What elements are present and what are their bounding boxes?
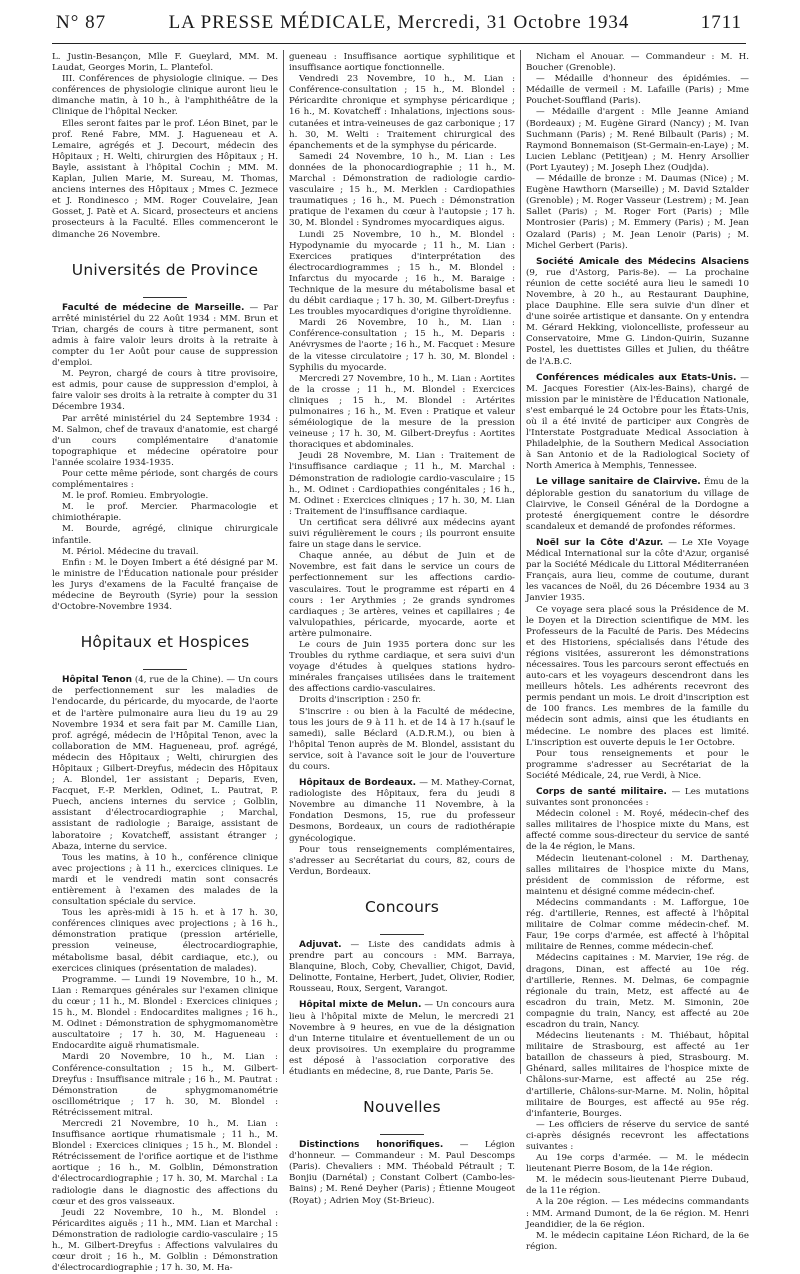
paragraph: Ce voyage sera placé sous la Présidence de M. le Doyen et la Direction scientifique de MM. les Professeurs de la Faculté de Paris. Des Médecins et des Historiens, spécialisés dans l'étude des régions visitées, assureront les démonstrations nécessaires. Tous les parcours seront effectués en auto-cars et les voyageurs descendront dans les meilleurs hôtels. Les adhérents recevront des permis pendant un mois. Le droit d'inscription est de 100 francs. Les membres de la famille du médecin sont admis, ainsi que les étudiants en médecine. Le nombre des places est limité. L'inscription est ouverte depuis le 1er Octobre. <box>526 604 749 748</box>
paragraph: Le village sanitaire de Clairvive. Ému de la déplorable gestion du sanatorium du village de Clairvive, le Conseil Général de la Dordogne a protesté énergiquement contre le désordre scandaleux et demandé de profondes réformes. <box>526 477 749 532</box>
paragraph: Programme. — Lundi 19 Novembre, 10 h., M. Lian : Remarques générales sur l'examen clinique du cœur ; 11 h., M. Blondel : Exercices cliniques ; 15 h., M. Blondel : Endocardites malignes ; 16 h., M. Odinet : Démonstration de sphygmomanomètre auscultatoire ; 17 h. 30, M. Hagueneau : Endocardite aiguë rhumatismale. <box>52 974 278 1052</box>
paragraph: Adjuvat. — Liste des candidats admis à prendre part au concours : MM. Barraya, Blanquine, Bloch, Coby, Chevallier, Chigot, David, Delinotte, Fontaine, Herbert, Judet, Olivier, Rodier, Rousseau, Roux, Sergent, Varangot. <box>289 939 515 995</box>
subhead: Hôpital mixte de Melun. <box>299 1000 422 1011</box>
paragraph: Noël sur la Côte d'Azur. — Le XIe Voyage Médical International sur la côte d'Azur, organisé par la Société Médicale du Littoral Méditerranéen Français, aura lieu, comme de coutume, durant les vacances de Noël, du 26 Décembre 1934 au 3 Janvier 1935. <box>526 537 749 604</box>
paragraph: M. Peyron, chargé de cours à titre provisoire, est admis, pour cause de suppression d'emploi, à faire valoir ses droits à la retraite à compter du 31 Décembre 1934. <box>52 369 278 413</box>
paragraph: gueneau : Insuffisance aortique syphilitique et insuffisance aortique fonctionnelle. <box>289 52 515 74</box>
paragraph: M. le médecin sous-lieutenant Pierre Dubaud, de la 11e région. <box>526 1175 749 1197</box>
issue-number: N° 87 <box>56 12 107 33</box>
paragraph: M. Périol. Médecine du travail. <box>62 546 199 557</box>
paragraph: Corps de santé militaire. — Les mutations suivantes sont prononcées : <box>526 787 749 809</box>
subhead: Adjuvat. <box>299 939 342 950</box>
paragraph: Chaque année, au début de Juin et de Novembre, est fait dans le service un cours de perfectionnement sur les affections cardio-vasculaires. Tout le programme est réparti en 4 cours : 1er Arythmies ; 2e grands syndromes cardiaques ; 3e artères, veines et capillaires ; 4e valvulopathies, péricarde, myocarde, aorte et artère pulmonaire. <box>289 551 515 639</box>
paragraph: — Médaille de bronze : M. Daumas (Nice) ; M. Eugène Hawthorn (Marseille) ; M. David Sztalder (Grenoble) ; M. Roger Vasseur (Lestrem) ; M. Jean Sallet (Paris) ; M. Roger Fort (Paris) ; Mlle Montrosier (Paris) ; M. Emmery (Paris) ; M. Jean Ozalard (Paris) ; M. Jean Lenoir (Paris) ; M. Michel Gerbert (Paris). <box>526 174 749 251</box>
paragraph: Le cours de Juin 1935 portera donc sur les Troubles du rythme cardiaque, et sera suivi d'un voyage d'études à quelques stations hydro-minérales françaises utilisées dans le traitement des affections cardio-vasculaires. <box>289 639 515 695</box>
section-title-concours: Concours <box>364 897 439 916</box>
paragraph: L. Justin-Besançon, Mlle F. Gueylard, MM. M. Laudat, Georges Morin, L. Plantefol. <box>52 52 278 74</box>
paragraph: Médecin lieutenant-colonel : M. Darthenay, salles militaires de l'hospice mixte du Mans, président de commission de réforme, est maintenu et désigné comme médecin-chef. <box>526 853 749 897</box>
paragraph: Jeudi 28 Novembre, M. Lian : Traitement de l'insuffisance cardiaque ; 11 h., M. Marchal : Démonstration de radiologie cardio-vasculaire ; 15 h., M. Odinet : Cardiopathies congénitales ; 16 h., M. Odinet : Exercices cliniques ; 17 h. 30, M. Lian : Traitement de l'insuffisance cardiaque. <box>289 451 515 517</box>
paragraph: Enfin : M. le Doyen Imbert a été désigné par M. le ministre de l'Éducation nationale pour présider les Jurys d'examens de la Faculté française de médecine de Beyrouth (Syrie) pour la session d'Octobre-Novembre 1934. <box>52 557 278 613</box>
paragraph: Droits d'inscription : 250 fr. <box>299 695 422 706</box>
paragraph: Mardi 26 Novembre, 10 h., M. Lian : Conférence-consultation ; 15 h., M. Deparis : Anévrysmes de l'aorte ; 16 h., M. Facquet : Mesure de la vitesse circulatoire ; 17 h. 30, M. Blondel : Syphilis du myocarde. <box>289 318 515 373</box>
page-folio: 1711 <box>700 12 742 33</box>
paragraph: Nicham el Anouar. — Commandeur : M. H. Boucher (Grenoble). <box>526 52 749 74</box>
paragraph: Hôpitaux de Bordeaux. — M. Mathey-Cornat, radiologiste des Hôpitaux, fera du jeudi 8 Novembre au dimanche 11 Novembre, à la Fondation Desmons, 15, rue du professeur Desmons, Bordeaux, un cours de radiothérapie gynécologique. <box>289 778 515 844</box>
paragraph: Mercredi 27 Novembre, 10 h., M. Lian : Aortites de la crosse ; 11 h., M. Blondel : Exercices cliniques ; 15 h., M. Blondel : Artérites pulmonaires ; 16 h., M. Even : Pratique et valeur séméiologique de la mesure de la pression veineuse ; 17 h. 30, M. Gilbert-Dreyfus : Aortites thoraciques et abdominales. <box>289 373 515 451</box>
paragraph: Pour tous renseignements complémentaires, s'adresser au Secrétariat du cours, 82, cours de Verdun, Bordeaux. <box>289 844 515 877</box>
paragraph: — Les officiers de réserve du service de santé ci-après désignés recevront les affectations suivantes : <box>526 1119 749 1152</box>
paragraph: Vendredi 23 Novembre, 10 h., M. Lian : Conférence-consultation ; 15 h., M. Blondel : Péricardite chronique et symphyse péricardique ; 16 h., M. Kovatcheff : Inhalations, injections sous-cutanées et intra-veineuses de gaz carbonique ; 17 h. 30, M. Welti : Traitement chirurgical des épanchements et de la symphyse du péricarde. <box>289 74 515 151</box>
paragraph: S'inscrire : ou bien à la Faculté de médecine, tous les jours de 9 à 11 h. et de 14 à 17 h.(sauf le samedi), salle Béclard (A.D.R.M.), ou bien à l'hôpital Tenon auprès de M. Blondel, assistant du service, soit à l'avance soit le jour de l'ouverture du cours. <box>289 706 515 772</box>
paragraph: Par arrêté ministériel du 24 Septembre 1934 : M. Salmon, chef de travaux d'anatomie, est chargé d'un cours complémentaire d'anatomie topographique et médecine opératoire pour l'année scolaire 1934-1935. <box>52 413 278 468</box>
paragraph: Hôpital Tenon (4, rue de la Chine). — Un cours de perfectionnement sur les maladies de l'endocarde, du péricarde, du myocarde, de l'aorte et de l'artère pulmonaire aura lieu du 19 au 29 Novembre 1934 et sera fait par M. Camille Lian, prof. agrégé, médecin de l'Hôpital Tenon, avec la collaboration de MM. Hagueneau, prof. agrégé, médecin des Hôpitaux ; Welti, chirurgien des Hôpitaux ; Gilbert-Dreyfus, médecin des Hôpitaux ; A. Blondel, 1er assistant ; Deparis, Even, Facquet, F.-P. Merklen, Odinet, L. Pautrat, P. Puech, anciens internes du service ; Golblin, assistant d'électrocardiographie ; Marchal, assistant de radiologie ; Baraige, assistant de laboratoire ; Kovatcheff, assistant étranger ; Abaza, interne du service. <box>52 675 278 852</box>
page-header <box>56 8 742 42</box>
paragraph: M. le prof. Mercier. Pharmacologie et chimiothérapie. <box>52 502 278 524</box>
paragraph: M. le médecin capitaine Léon Richard, de la 6e région. <box>526 1230 749 1252</box>
column-3 <box>526 52 749 1252</box>
paragraph: Conférences médicales aux Etats-Unis. — M. Jacques Forestier (Aix-les-Bains), chargé de mission par le ministère de l'Éducation Nationale, s'est embarqué le 24 Octobre pour les États-Unis, où il a été invité de participer aux Congrès de l'Interstate Postgraduate Medical Association à Philadelphie, de la Southern Medical Association à San Antonio et de la Radiological Society of North America à Memphis, Tennessee. <box>526 372 749 472</box>
section-title-nouvelles: Nouvelles <box>363 1098 441 1117</box>
subhead: Conférences médicales aux Etats-Unis. <box>536 372 737 383</box>
header-rule <box>52 43 746 44</box>
paragraph: — Médaille d'honneur des épidémies. — Médaille de vermeil : M. Lafaille (Paris) ; Mme Pouchet-Souffland (Paris). <box>526 74 749 107</box>
paragraph: Jeudi 22 Novembre, 10 h., M. Blondel : Péricardites aiguës ; 11 h., MM. Lian et Marchal : Démonstration de radiologie cardio-vasculaire ; 15 h., M. Gilbert-Dreyfus : Affections valvulaires du cœur droit ; 16 h., M. Golblin : Démonstration d'électrocardiographie ; 17 h. 30, M. Ha- <box>52 1207 278 1274</box>
paragraph: Pour tous renseignements et pour le programme s'adresser au Secrétariat de la Société Médicale, 24, rue Verdi, à Nice. <box>526 748 749 781</box>
paragraph: Un certificat sera délivré aux médecins ayant suivi régulièrement le cours ; ils pourront ensuite faire un stage dans le service. <box>289 517 515 551</box>
paragraph: Lundi 25 Novembre, 10 h., M. Blondel : Hypodynamie du myocarde ; 11 h., M. Lian : Exercices pratiques d'interprétation des électrocardiogrammes ; 15 h., M. Blondel : Infarctus du myocarde ; 16 h., M. Baraige : Technique de la mesure du métabolisme basal et du débit cardiaque ; 17 h. 30, M. Gilbert-Dreyfus : Les troubles myocardiques d'origine thyroïdienne. <box>289 229 515 318</box>
journal-title: LA PRESSE MÉDICALE, Mercredi, 31 Octobre 1934 <box>168 12 630 33</box>
paragraph: A la 20e région. — Les médecins commandants : MM. Armand Dumont, de la 6e région. M. Henri Jeandidier, de la 6e région. <box>526 1197 749 1230</box>
section-title-universites: Universités de Province <box>71 260 259 279</box>
paragraph: Au 19e corps d'armée. — M. le médecin lieutenant Pierre Bosom, de la 14e région. <box>526 1153 749 1175</box>
paragraph: Samedi 24 Novembre, 10 h., M. Lian : Les données de la phonocardiographie ; 11 h., M. Marchal : Démonstration de radiologie cardio-vasculaire ; 15 h., M. Merklen : Cardiopathies traumatiques ; 16 h., M. Puech : Démonstration pratique de l'examen du cœur à l'autopsie ; 17 h. 30, M. Blondel : Syndromes myocardiques aigus. <box>289 151 515 229</box>
paragraph: Médecin colonel : M. Royé, médecin-chef des salles militaires de l'hospice mixte du Mans, est affecté comme sous-directeur du service de santé de la 4e région, le Mans. <box>526 809 749 853</box>
paragraph: Société Amicale des Médecins Alsaciens (9, rue d'Astorg, Paris-8e). — La prochaine réunion de cette société aura lieu le samedi 10 Novembre, à 20 h., au Restaurant Dauphine, place Dauphine. Elle sera suivie d'un dîner et d'une soirée artistique et dansante. On y entendra M. Gérard Hekking, violoncelliste, professeur au Conservatoire, Mme G. Lindon-Quirin, Suzanne Postel, les duettistes Gilles et Julien, du théâtre de l'A.B.C. <box>526 256 749 367</box>
paragraph: Pour cette même période, sont chargés de cours complémentaires : <box>52 469 278 491</box>
column-divider-2 <box>520 50 521 1074</box>
paragraph: Faculté de médecine de Marseille. — Par arrêté ministériel du 22 Août 1934 : MM. Brun et Trian, chargés de cours à titre permanent, sont admis à faire valoir leurs droits à la retraite à compter du 1er Août pour cause de suppression d'emploi. <box>52 302 278 369</box>
column-divider-1 <box>283 50 284 1074</box>
column-1 <box>52 52 278 1274</box>
column-2 <box>289 52 515 1206</box>
paragraph: Mercredi 21 Novembre, 10 h., M. Lian : Insuffisance aortique rhumatismale ; 11 h., M. Blondel : Exercices cliniques ; 15 h., M. Blondel : Rétrécissement de l'orifice aortique et de l'isthme aortique ; 16 h., M. Golblin, Démonstration d'électrocardiographie ; 17 h. 30, M. Marchal : La radiologie dans le diagnostic des affections du cœur et des gros vaisseaux. <box>52 1118 278 1207</box>
subhead: Noël sur la Côte d'Azur. <box>536 537 664 548</box>
subhead: Corps de santé militaire. <box>536 787 667 797</box>
subhead: Le village sanitaire de Clairvive. <box>536 477 701 488</box>
subhead: Faculté de médecine de Marseille. <box>62 302 245 313</box>
paragraph: Médecins lieutenants : M. Thiébaut, hôpital militaire de Strasbourg, est affecté au 1er bataillon de chasseurs à pied, Strasbourg. M. Ghénard, salles militaires de l'hospice mixte de Châlons-sur-Marne, est affecté au 25e rég. d'artillerie, Châlons-sur-Marne. M. Nolin, hôpital militaire de Bourges, est affecté au 95e rég. d'infanterie, Bourges. <box>526 1031 749 1119</box>
paragraph: Hôpital mixte de Melun. — Un concours aura lieu à l'hôpital mixte de Melun, le mercredi 21 Novembre à 9 heures, en vue de la désignation d'un Interne titulaire et éventuellement de un ou deux provisoires. Un exemplaire du programme est déposé à l'association corporative des étudiants en médecine, 8, rue Dante, Paris 5e. <box>289 1000 515 1077</box>
paragraph: Tous les matins, à 10 h., conférence clinique avec projections ; à 11 h., exercices cliniques. Le mardi et le vendredi matin sont consacrés entièrement à l'examen des malades de la consultation spéciale du service. <box>52 852 278 908</box>
subhead: Distinctions honorifiques. <box>299 1140 444 1151</box>
paragraph: — Médaille d'argent : Mlle Jeanne Amiand (Bordeaux) ; M. Eugène Girard (Nancy) ; M. Ivan Suchmann (Paris) ; M. René Bilbault (Paris) ; M. Raymond Bonnemaison (St-Germain-en-Laye) ; M. Lucien Leblanc (Petitjean) ; M. Henry Arsollier (Port Lyautey) ; M. Joseph Lhez (Oudjda). <box>526 107 749 173</box>
subhead: Hôpitaux de Bordeaux. <box>299 778 417 789</box>
section-title-hopitaux: Hôpitaux et Hospices <box>80 633 250 652</box>
paragraph: Tous les après-midi à 15 h. et à 17 h. 30, conférences cliniques avec projections ; à 16 h., démonstration pratique (pression artérielle, pression veineuse, électrocardiographie, métabolisme basal, débit cardiaque, etc.), ou exercices cliniques (présentation de malades). <box>52 908 278 974</box>
paragraph: Distinctions honorifiques. — Légion d'honneur. — Commandeur : M. Paul Descomps (Paris). Chevaliers : MM. Théobald Pétrault ; T. Bonjiu (Darnétal) ; Constant Colbert (Cambo-les-Bains) ; M. René Deyher (Paris) ; Étienne Mougeot (Royat) ; Adrien Moy (St-Brieuc). <box>289 1140 515 1206</box>
paragraph: Elles seront faites par le prof. Léon Binet, par le prof. René Fabre, MM. J. Hagueneau et A. Lemaire, agrégés et J. Decourt, médecin des Hôpitaux ; H. Welti, chirurgien des Hôpitaux ; H. Bayle, assistant à l'hôpital Cochin ; MM. M. Kaplan, Julien Marie, M. Sureau, M. Thomas, anciens internes des Hôpitaux ; Mmes C. Jezmece et J. Rondinesco ; MM. Roger Couvelaire, Jean Gosset, J. Patè et A. Sicard, prosecteurs et anciens prosecteurs à la Faculté. Elles commenceront le dimanche 26 Novembre. <box>52 118 278 240</box>
paragraph: M. le prof. Romieu. Embryologie. <box>62 491 209 502</box>
subhead: Société Amicale des Médecins Alsaciens <box>536 256 749 267</box>
paragraph: M. Bourde, agrégé, clinique chirurgicale infantile. <box>52 524 278 546</box>
subhead: Hôpital Tenon <box>62 675 132 686</box>
paragraph: Médecins capitaines : M. Marvier, 19e rég. de dragons, Dinan, est affecté au 10e rég. d'artillerie, Rennes. M. Delmas, 6e compagnie régionale du train, Metz, est affecté au 4e escadron du train, Metz. M. Simonin, 20e compagnie du train, Nancy, est affecté au 20e escadron du train, Nancy. <box>526 953 749 1030</box>
paragraph: III. Conférences de physiologie clinique. — Des conférences de physiologie clinique auront lieu le dimanche matin, à 10 h., à l'amphithéâtre de la Clinique de l'hôpital Necker. <box>52 74 278 118</box>
paragraph: Mardi 20 Novembre, 10 h., M. Lian : Conférence-consultation ; 15 h., M. Gilbert-Dreyfus : Insuffisance mitrale ; 16 h., M. Pautrat : Démonstration de sphygmomanométrie oscillométrique ; 17 h. 30, M. Blondel : Rétrécissement mitral. <box>52 1052 278 1118</box>
paragraph: Médecins commandants : M. Lafforgue, 10e rég. d'artillerie, Rennes, est affecté à l'hôpital militaire de Colmar comme médecin-chef. M. Faur, 19e corps d'armée, est affecté à l'hôpital militaire de Rennes, comme médecin-chef. <box>526 897 749 953</box>
